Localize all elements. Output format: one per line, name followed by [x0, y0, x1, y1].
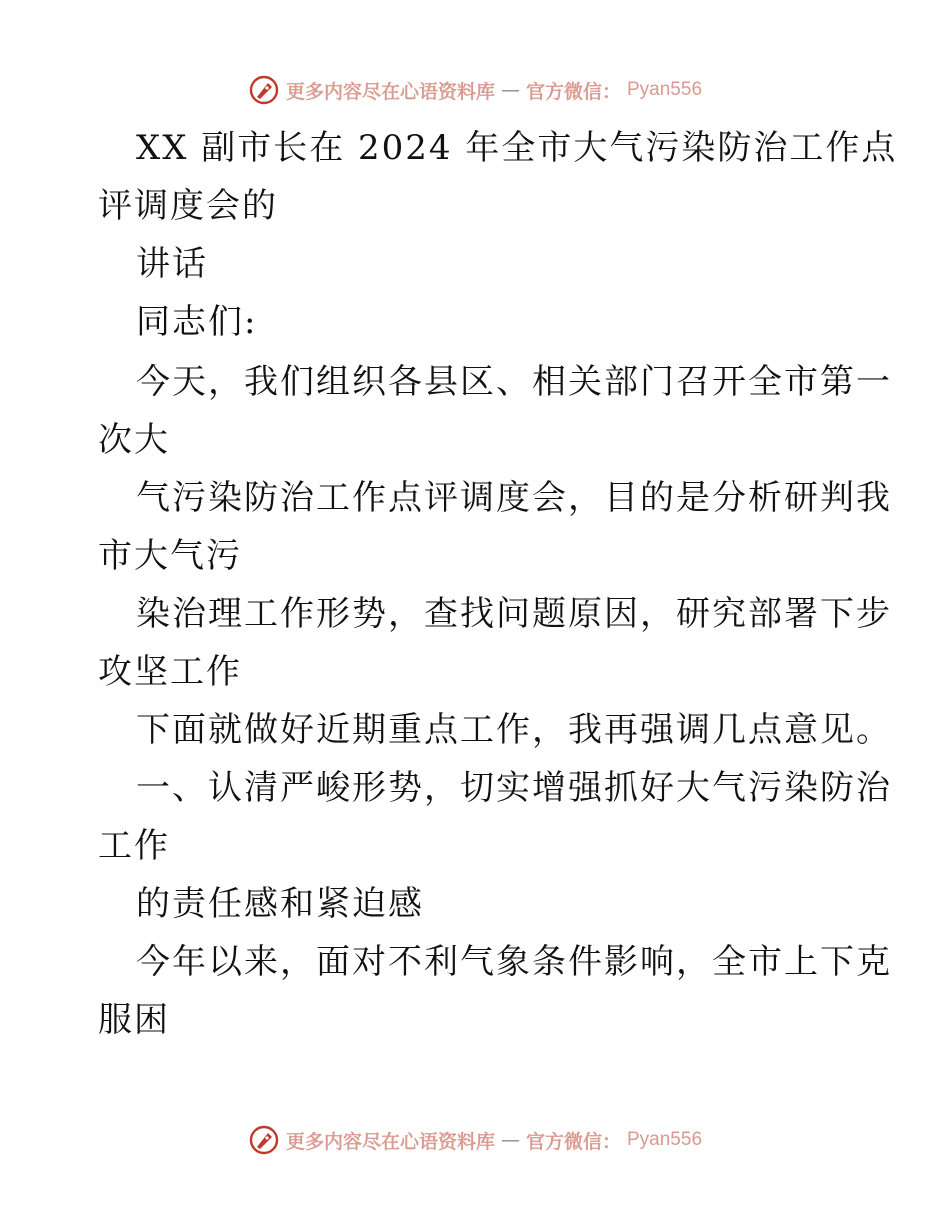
watermark-footer	[0, 1120, 950, 1160]
paragraph-line: 气污染防治工作点评调度会，目的是分析研判我	[136, 478, 892, 518]
watermark-brand: 更多内容尽在心语资料库	[285, 80, 495, 103]
paragraph-line: 服困	[98, 1000, 170, 1040]
salutation: 同志们:	[136, 302, 258, 342]
paragraph-line: 市大气污	[98, 536, 242, 576]
paragraph-line: 下面就做好近期重点工作，我再强调几点意见。	[136, 710, 892, 750]
title-line-1: XX 副市长在 2024 年全市大气污染防治工作点	[136, 128, 898, 168]
section-heading-line: 一、认清严峻形势，切实增强抓好大气污染防治	[136, 768, 892, 808]
watermark-wechat-id: Pyan556	[627, 1129, 703, 1150]
watermark-separator: —	[500, 79, 520, 101]
pen-nib-icon	[248, 74, 280, 106]
paragraph-line: 今天，我们组织各县区、相关部门召开全市第一	[136, 362, 892, 402]
watermark-wechat-label: 官方微信：	[525, 1130, 621, 1153]
title-line-3: 讲话	[136, 244, 208, 284]
section-heading-line: 的责任感和紧迫感	[136, 884, 424, 924]
watermark-brand: 更多内容尽在心语资料库	[285, 1130, 495, 1153]
pen-nib-icon	[248, 1124, 280, 1156]
paragraph-line: 染治理工作形势，查找问题原因，研究部署下步	[136, 594, 892, 634]
paragraph-line: 次大	[98, 420, 170, 460]
watermark-header	[0, 70, 950, 110]
paragraph-line: 攻坚工作	[98, 652, 242, 692]
paragraph-line: 今年以来，面对不利气象条件影响，全市上下克	[136, 942, 892, 982]
title-line-2: 评调度会的	[98, 186, 278, 226]
watermark-wechat-id: Pyan556	[627, 79, 703, 100]
watermark-wechat-label: 官方微信：	[525, 80, 621, 103]
section-heading-line: 工作	[98, 826, 170, 866]
watermark-separator: —	[500, 1129, 520, 1151]
